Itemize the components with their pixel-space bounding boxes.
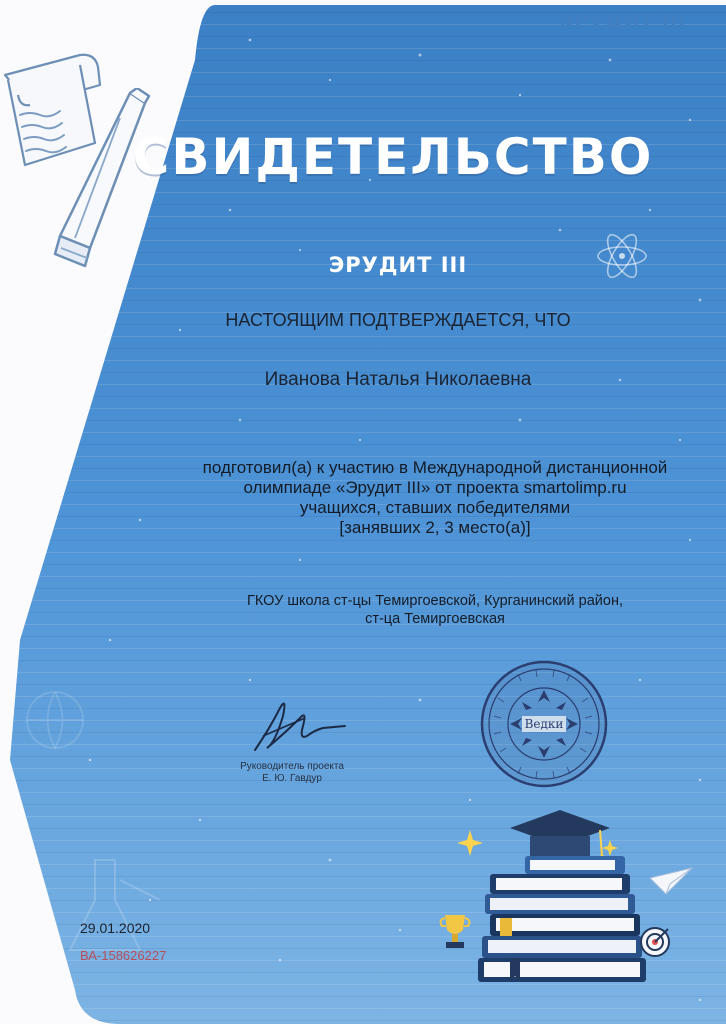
book-stack-icon bbox=[478, 856, 646, 982]
body-line: подготовил(а) к участию в Международной дистанционной bbox=[202, 458, 668, 477]
paper-plane-icon bbox=[650, 868, 692, 894]
signature-caption bbox=[212, 761, 372, 785]
confirmation-text: НАСТОЯЩИМ ПОДТВЕРЖДАЕТСЯ, ЧТО bbox=[225, 310, 571, 330]
school-line: ГКОУ школа ст-цы Темиргоевской, Курганинский район, bbox=[246, 593, 623, 609]
body-line: учащихся, ставших победителями bbox=[299, 498, 571, 517]
certificate-title: СВИДЕТЕЛЬСТВО bbox=[132, 128, 654, 186]
school-info bbox=[200, 592, 670, 628]
project-label: ЭРУДИТ III bbox=[559, 10, 686, 32]
official-stamp bbox=[478, 658, 610, 790]
stamp-center-text: Ведки bbox=[524, 717, 564, 731]
signature-person: Е. Ю. Гавдур bbox=[262, 773, 322, 784]
signature bbox=[245, 688, 355, 763]
body-line: олимпиаде «Эрудит III» от проекта smartolimp.ru bbox=[243, 478, 627, 497]
book-stack-illustration bbox=[430, 810, 726, 1024]
body-line: [занявших 2, 3 место(а)] bbox=[339, 518, 531, 537]
registration-number: ВА-158626227 bbox=[80, 948, 167, 963]
issue-date: 29.01.2020 bbox=[80, 920, 151, 936]
school-line: ст-ца Темиргоевская bbox=[365, 611, 505, 627]
certificate-body bbox=[170, 458, 700, 538]
graduation-cap-icon bbox=[510, 810, 610, 861]
recipient-name: Иванова Наталья Николаевна bbox=[264, 369, 532, 390]
target-icon bbox=[641, 928, 669, 956]
signature-role: Руководитель проекта bbox=[240, 761, 344, 772]
contest-name: ЭРУДИТ III bbox=[328, 253, 468, 277]
trophy-icon bbox=[441, 915, 470, 948]
